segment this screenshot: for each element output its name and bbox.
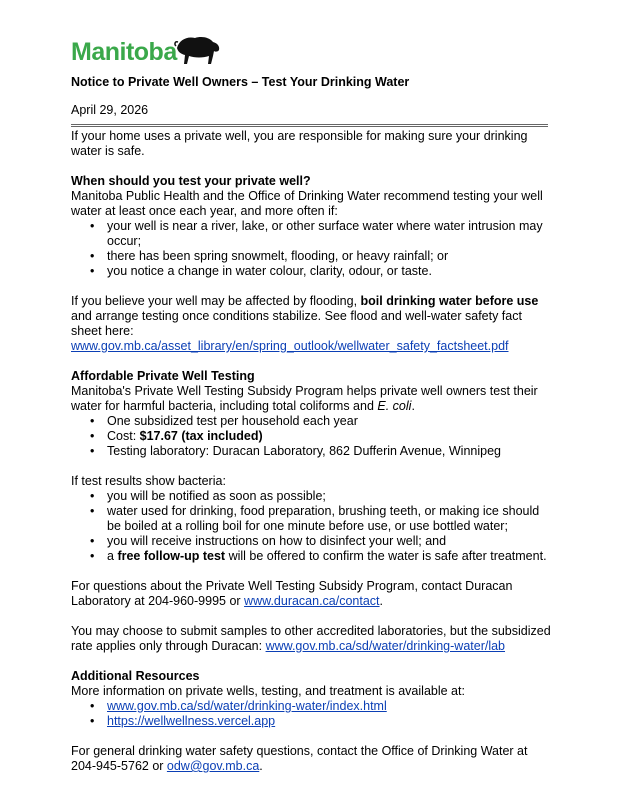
notice-date: April 29, 2026: [71, 103, 149, 117]
logo-text: Manitoba: [71, 38, 177, 66]
notice-title: Notice to Private Well Owners – Test Your Drinking Water: [71, 75, 410, 89]
bacteria-intro: If test results show bacteria:: [71, 474, 226, 488]
other-labs-paragraph: You may choose to submit samples to other accredited laboratories, but the subsidized rate applies only through Duracan: www.gov.mb.ca/sd/water/drinking-water/lab: [71, 624, 551, 653]
bacteria-list: [71, 489, 551, 564]
resources-list: [71, 699, 551, 729]
bison-icon: [173, 34, 221, 66]
list-item: [107, 699, 551, 714]
factsheet-link[interactable]: www.gov.mb.ca/asset_library/en/spring_outlook/wellwater_safety_factsheet.pdf: [71, 339, 509, 353]
notice-body: [71, 129, 551, 774]
duracan-contact-link[interactable]: www.duracan.ca/contact: [244, 594, 380, 608]
divider: [71, 124, 548, 127]
flood-paragraph: If you believe your well may be affected by flooding, boil drinking water before use and arrange testing once conditions stabilize. See flood and well-water safety fact sheet here: www.gov.mb.ca/asset_library/en/spring_outlook/wellwater_safety_factsheet.pdf: [71, 294, 539, 353]
testing-heading: Affordable Private Well Testing: [71, 369, 255, 383]
list-item: • a free follow-up test will be offered to confirm the water is safe after treatment.: [107, 549, 551, 564]
drinking-water-link[interactable]: www.gov.mb.ca/sd/water/drinking-water/index.html: [107, 699, 387, 713]
list-item: • you will receive instructions on how to disinfect your well; and: [107, 534, 551, 549]
list-item: • One subsidized test per household each year: [107, 414, 551, 429]
list-item: • water used for drinking, food preparation, brushing teeth, or making ice should be boiled at a rolling boil for one minute before use, or use bottled water;: [107, 504, 551, 534]
resources-heading: Additional Resources: [71, 669, 200, 683]
list-item: • Testing laboratory: Duracan Laboratory, 862 Dufferin Avenue, Winnipeg: [107, 444, 551, 459]
when-list: [71, 219, 551, 279]
footer-paragraph: For general drinking water safety questions, contact the Office of Drinking Water at 204-945-5762 or odw@gov.mb.ca.: [71, 744, 528, 773]
testing-list: [71, 414, 551, 459]
list-item: [107, 714, 551, 729]
list-item: • there has been spring snowmelt, flooding, or heavy rainfall; or: [107, 249, 551, 264]
questions-paragraph: For questions about the Private Well Testing Subsidy Program, contact Duracan Laboratory at 204-960-9995 or www.duracan.ca/contact.: [71, 579, 513, 608]
list-item: • you will be notified as soon as possible;: [107, 489, 551, 504]
testing-text: Manitoba's Private Well Testing Subsidy Program helps private well owners test their water for harmful bacteria, including total coliforms and E. coli.: [71, 384, 538, 413]
manitoba-logo: [71, 34, 231, 70]
email-link[interactable]: odw@gov.mb.ca: [166, 759, 260, 773]
wellwellness-link[interactable]: https://wellwellness.vercel.app: [107, 714, 276, 728]
lab-link[interactable]: www.gov.mb.ca/sd/water/drinking-water/lab: [265, 639, 506, 653]
list-item: • your well is near a river, lake, or other surface water where water intrusion may occur;: [107, 219, 551, 249]
intro-paragraph: If your home uses a private well, you are responsible for making sure your drinking water is safe.: [71, 129, 528, 158]
when-heading: When should you test your private well?: [71, 174, 311, 188]
when-text: Manitoba Public Health and the Office of Drinking Water recommend testing your well water at least once each year, and more often if:: [71, 189, 543, 218]
list-item: • you notice a change in water colour, clarity, odour, or taste.: [107, 264, 551, 279]
boil-warning: boil drinking water before use: [360, 294, 539, 308]
list-item: • Cost: $17.67 (tax included): [107, 429, 551, 444]
resources-text: More information on private wells, testing, and treatment is available at:: [71, 684, 465, 698]
